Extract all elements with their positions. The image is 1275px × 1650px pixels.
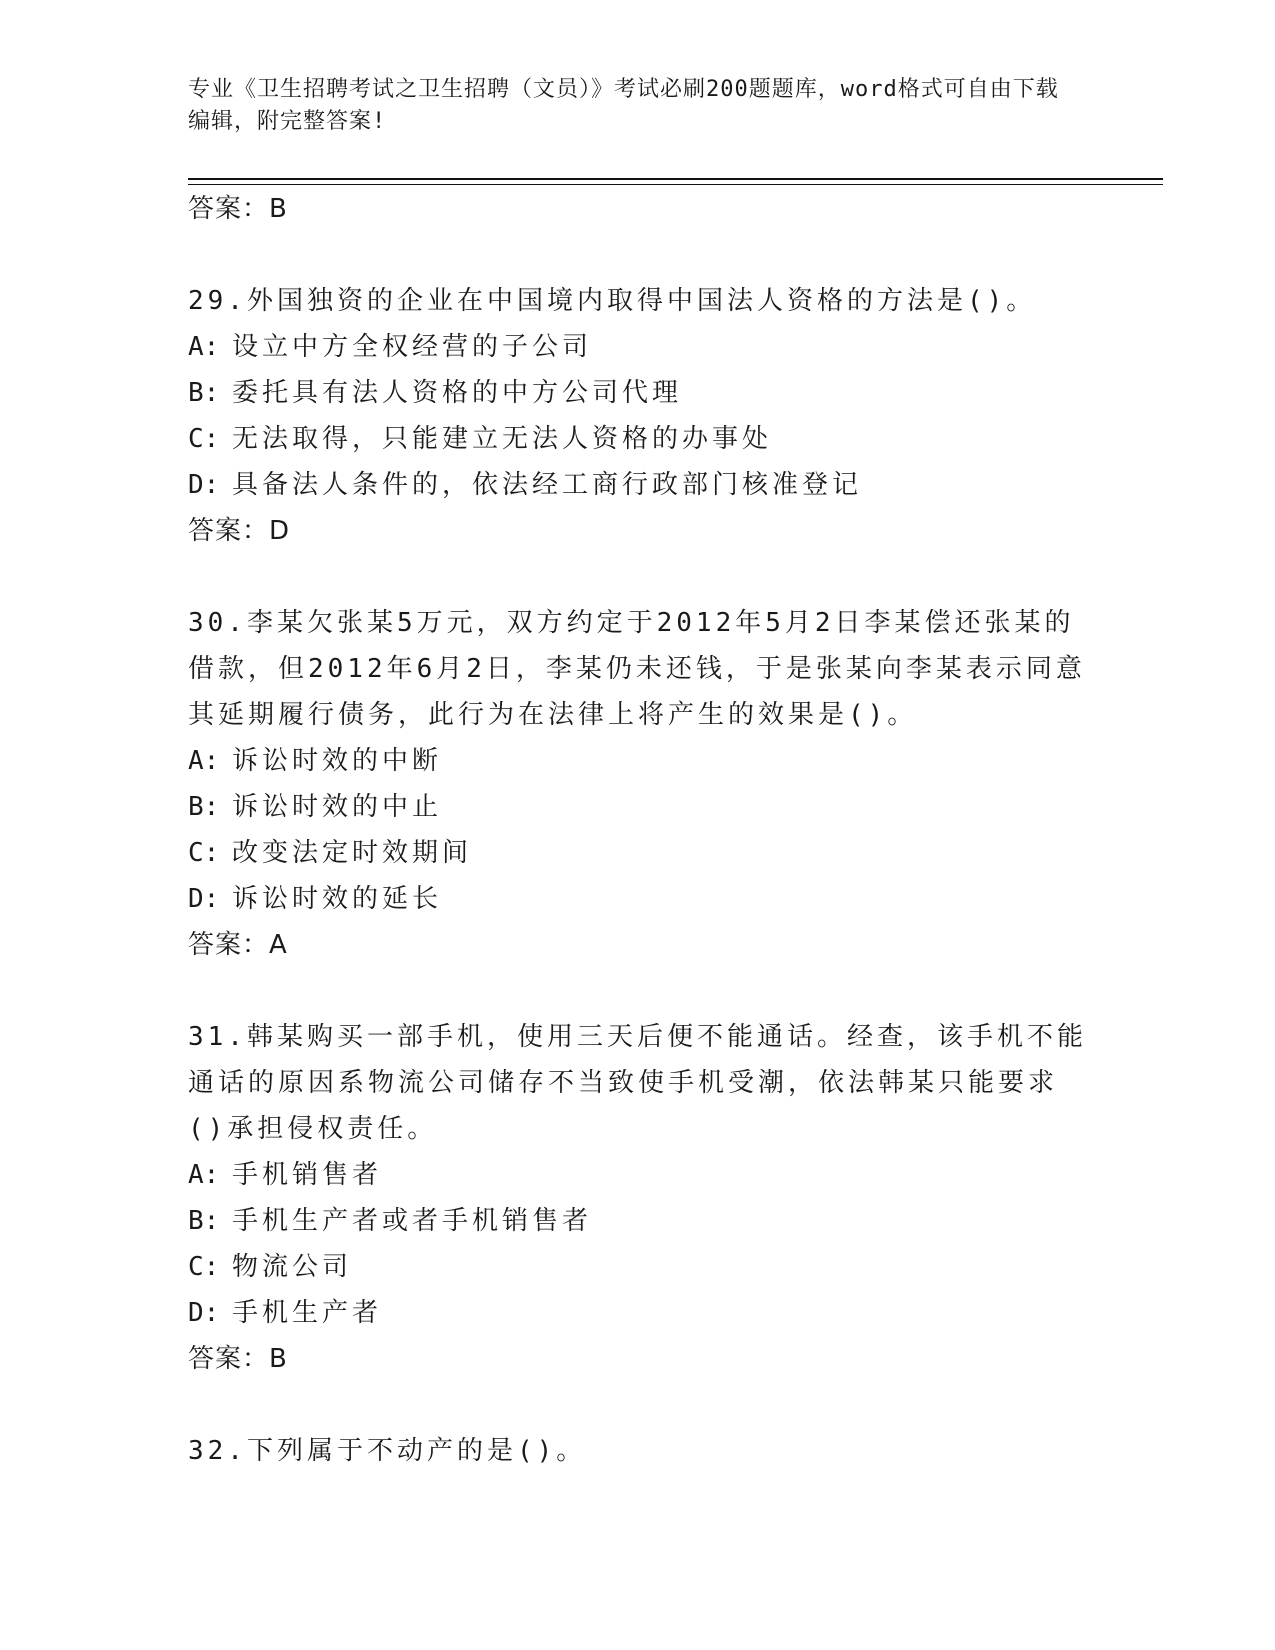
option-text: 无法取得，只能建立无法人资格的办事处 <box>232 424 773 454</box>
question-31 <box>188 1014 1088 1382</box>
option-letter: C: <box>188 424 220 454</box>
answer-line: 答案：A <box>188 930 288 960</box>
question-text: 29.外国独资的企业在中国境内取得中国法人资格的方法是()。 <box>188 286 1037 316</box>
option-text: 诉讼时效的延长 <box>232 884 443 914</box>
option-text: 具备法人条件的，依法经工商行政部门核准登记 <box>232 470 863 500</box>
option-letter: A: <box>188 332 220 362</box>
option-text: 物流公司 <box>232 1252 353 1282</box>
option-d <box>188 876 1088 922</box>
option-b <box>188 1198 1088 1244</box>
option-letter: D: <box>188 884 220 914</box>
answer-line: 答案：B <box>188 194 288 224</box>
option-text: 诉讼时效的中断 <box>232 746 443 776</box>
document-header: 专业《卫生招聘考试之卫生招聘（文员）》考试必刷200题题库，word格式可自由下载编辑，附完整答案! <box>188 77 1059 134</box>
option-text: 改变法定时效期间 <box>232 838 473 868</box>
option-text: 委托具有法人资格的中方公司代理 <box>232 378 683 408</box>
document-body <box>188 186 1088 1474</box>
option-a <box>188 1152 1088 1198</box>
option-letter: C: <box>188 1252 220 1282</box>
option-text: 设立中方全权经营的子公司 <box>232 332 593 362</box>
option-d <box>188 462 1088 508</box>
option-letter: A: <box>188 746 220 776</box>
header-rule-thin <box>188 184 1163 185</box>
option-text: 诉讼时效的中止 <box>232 792 443 822</box>
question-text: 31.韩某购买一部手机，使用三天后便不能通话。经查，该手机不能通话的原因系物流公司储存不当致使手机受潮，依法韩某只能要求()承担侵权责任。 <box>188 1022 1087 1144</box>
option-b <box>188 370 1088 416</box>
option-letter: D: <box>188 1298 220 1328</box>
answer-line: 答案：B <box>188 1344 288 1374</box>
question-30 <box>188 600 1088 968</box>
question-text: 32.下列属于不动产的是()。 <box>188 1436 587 1466</box>
option-text: 手机生产者或者手机销售者 <box>232 1206 593 1236</box>
option-text: 手机销售者 <box>232 1160 383 1190</box>
option-a <box>188 324 1088 370</box>
question-text: 30.李某欠张某5万元，双方约定于2012年5月2日李某偿还张某的借款，但2012年6月2日，李某仍未还钱，于是张某向李某表示同意其延期履行债务，此行为在法律上将产生的效果是()。 <box>188 608 1086 730</box>
option-letter: D: <box>188 470 220 500</box>
option-c <box>188 416 1088 462</box>
question-32 <box>188 1428 1088 1474</box>
option-letter: A: <box>188 1160 220 1190</box>
option-d <box>188 1290 1088 1336</box>
option-a <box>188 738 1088 784</box>
option-letter: B: <box>188 792 220 822</box>
option-letter: B: <box>188 1206 220 1236</box>
option-c <box>188 830 1088 876</box>
answer-line: 答案：D <box>188 516 291 546</box>
header-rule-thick <box>188 178 1163 180</box>
option-letter: B: <box>188 378 220 408</box>
question-29 <box>188 278 1088 554</box>
option-text: 手机生产者 <box>232 1298 383 1328</box>
option-b <box>188 784 1088 830</box>
option-c <box>188 1244 1088 1290</box>
option-letter: C: <box>188 838 220 868</box>
